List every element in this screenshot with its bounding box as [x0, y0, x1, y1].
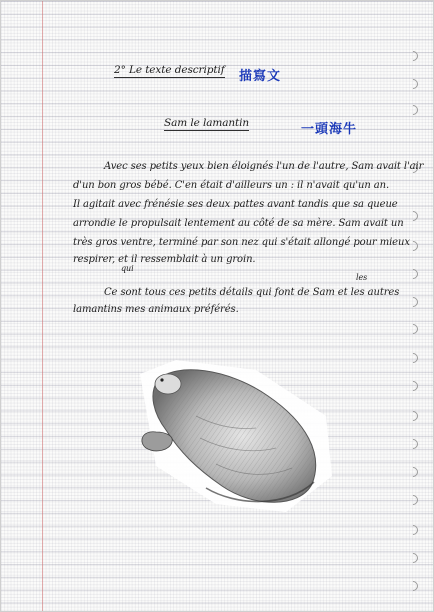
story-title: Sam le lamantin	[164, 117, 250, 129]
binder-hole-icon	[406, 209, 420, 223]
story-line: Il agitait avec frénésie ses deux pattes avant tandis que sa queue	[73, 199, 398, 210]
binder-hole-icon	[406, 322, 420, 336]
story-line: respirer, et il ressemblait à un groin.	[73, 254, 256, 265]
binder-hole-icon	[406, 379, 420, 393]
exercise-heading-translation: 描寫文	[239, 69, 282, 84]
binder-hole-icon	[406, 409, 420, 423]
story-line: Avec ses petits yeux bien éloignés l'un de l'autre, Sam avait l'air	[104, 161, 424, 172]
binder-hole-icon	[406, 351, 420, 365]
story-line: très gros ventre, terminé par son nez qui s'était allongé pour mieux	[73, 237, 410, 248]
binder-hole-icon	[406, 465, 420, 479]
binder-hole-icon	[406, 437, 420, 451]
story-title-translation: 一頭海牛	[301, 122, 358, 137]
inserted-word-qui: qui	[121, 264, 134, 273]
story-line: arrondie le propulsait lentement au côté de sa mère. Sam avait un	[73, 218, 404, 229]
binder-hole-icon	[406, 551, 420, 565]
margin-line	[42, 1, 43, 611]
manatee-sketch-icon	[136, 356, 336, 516]
story-line: Ce sont tous ces petits détails qui font de Sam et les autres	[104, 287, 400, 298]
story-line: lamantins mes animaux préférés.	[73, 304, 239, 315]
binder-hole-icon	[406, 493, 420, 507]
story-line: d'un bon gros bébé. C'en était d'ailleurs un : il n'avait qu'un an.	[73, 180, 390, 191]
binder-hole-icon	[406, 103, 420, 117]
binder-hole-icon	[406, 49, 420, 63]
binder-hole-icon	[406, 267, 420, 281]
binder-hole-icon	[406, 523, 420, 537]
inserted-word-les: les	[356, 273, 368, 282]
binder-hole-icon	[406, 579, 420, 593]
binder-hole-icon	[406, 295, 420, 309]
exercise-heading: 2° Le texte descriptif	[114, 64, 225, 76]
binder-hole-icon	[406, 77, 420, 91]
